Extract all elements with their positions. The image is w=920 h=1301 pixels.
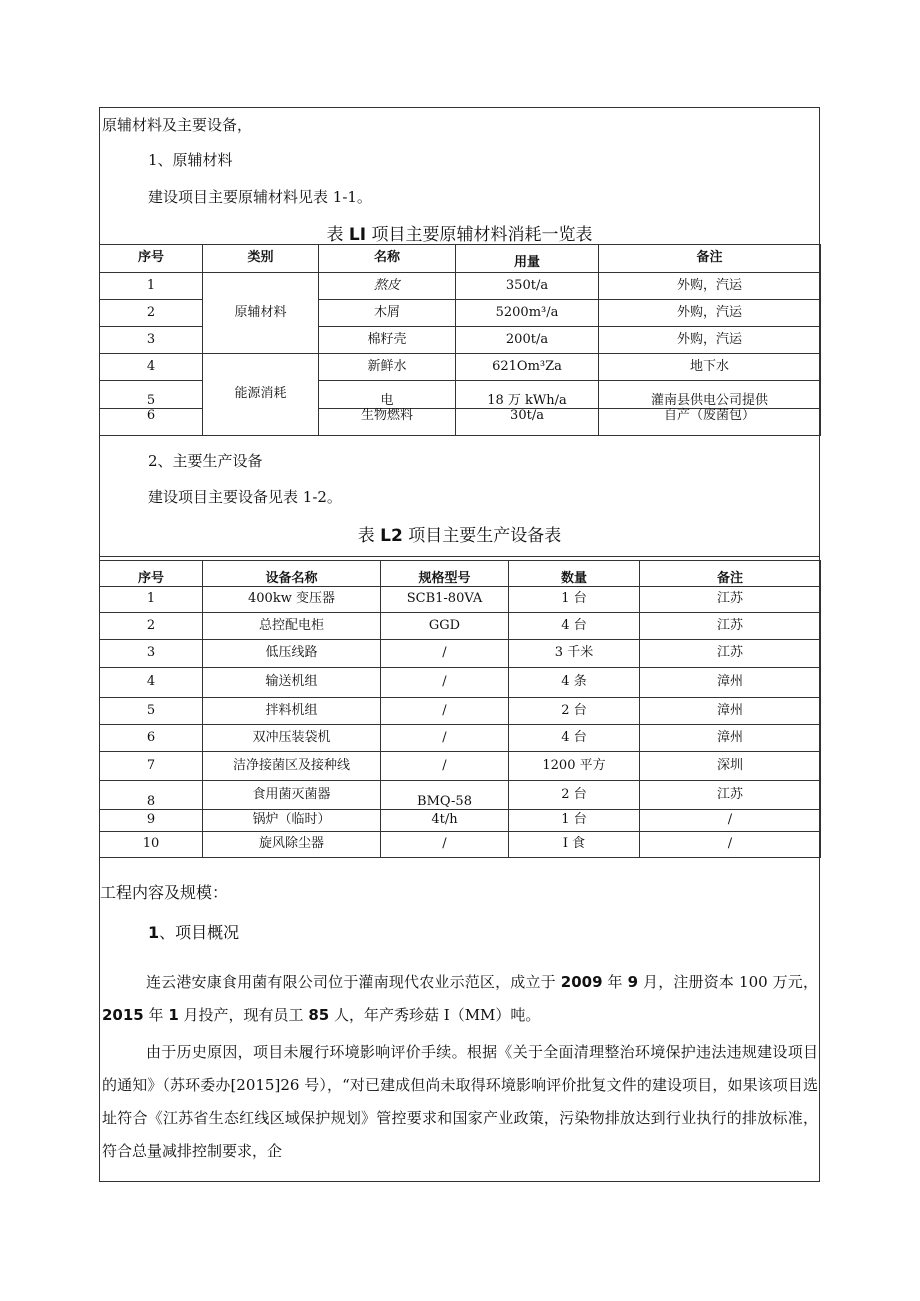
paragraph-background: 由于历史原因，项目未履行环境影响评价手续。根据《关于全面清理整治环境保护违法违规建设项目的通知》（苏环委办[2015]26 号），“对已建成但尚未取得环境影响评价批复文件的建设项目，如果该项目选址符合《江苏省生态红线区域保护规划》管控要求和国家产业政策，污染物排放达到行业执行的排放标准，符合总量减排控制要求，企 [102, 1043, 818, 1160]
cell-no: 2 [100, 300, 203, 327]
cell-note: 江苏 [640, 613, 821, 640]
cell-name: 400kw 变压器 [203, 587, 381, 613]
cell-qty: 4 条 [509, 668, 640, 698]
table-row [100, 781, 821, 810]
table-row [100, 725, 821, 752]
col-header: 规格型号 [381, 561, 509, 587]
cell-no: 10 [100, 832, 203, 858]
table-row [100, 587, 821, 613]
cell-note: 深圳 [640, 752, 821, 781]
table-row [100, 832, 821, 858]
table2-caption: 表 L2 项目主要生产设备表 [357, 526, 562, 546]
cell-name: 电 [319, 381, 456, 409]
cell-spec: / [381, 752, 509, 781]
cell-note: 江苏 [640, 640, 821, 668]
table1-caption: 表 LI 项目主要原辅材料消耗一览表 [326, 225, 593, 245]
cell-category: 能源消耗 [203, 354, 319, 436]
cell-note: 外购，汽运 [599, 300, 821, 327]
cell-name: 旋风除尘器 [203, 832, 381, 858]
table-row [100, 273, 821, 300]
cell-name: 输送机组 [203, 668, 381, 698]
cell-amount: 18 万 kWh/a [456, 381, 599, 409]
cell-spec: BMQ-58 [381, 781, 509, 810]
divider [99, 556, 820, 557]
cell-name: 木屑 [319, 300, 456, 327]
cell-no: 1 [100, 587, 203, 613]
cell-note: 江苏 [640, 587, 821, 613]
cell-note: 漳州 [640, 668, 821, 698]
col-header: 序号 [100, 561, 203, 587]
table-row [100, 668, 821, 698]
cell-no: 4 [100, 354, 203, 381]
table-row [100, 354, 821, 381]
cell-note: 灌南县供电公司提供 [599, 381, 821, 409]
cell-note: 外购，汽运 [599, 327, 821, 354]
cell-amount: 200t/a [456, 327, 599, 354]
col-header: 设备名称 [203, 561, 381, 587]
table-row [100, 640, 821, 668]
cell-spec: 4t/h [381, 810, 509, 832]
subheading-equipment: 2、主要生产设备 [148, 452, 263, 470]
cell-amount: 621Om³Za [456, 354, 599, 381]
subheading-raw-materials: 1、原辅材料 [148, 151, 233, 169]
col-header: 序号 [100, 245, 203, 273]
cell-amount: 5200m³/a [456, 300, 599, 327]
cell-qty: 2 台 [509, 698, 640, 725]
table-row [100, 698, 821, 725]
cell-no: 9 [100, 810, 203, 832]
intro-table1: 建设项目主要原辅材料见表 1-1。 [148, 188, 372, 206]
section-heading-materials: 原辅材料及主要设备， [102, 116, 253, 134]
cell-name: 熬皮 [319, 273, 456, 300]
equipment-table [99, 560, 821, 858]
cell-no: 4 [100, 668, 203, 698]
cell-note: / [640, 810, 821, 832]
cell-spec: SCB1-80VA [381, 587, 509, 613]
cell-qty: 3 千米 [509, 640, 640, 668]
cell-name: 洁净接菌区及接种线 [203, 752, 381, 781]
cell-spec: / [381, 640, 509, 668]
cell-spec: / [381, 668, 509, 698]
cell-no: 8 [100, 781, 203, 810]
cell-no: 5 [100, 381, 203, 409]
table-row [100, 613, 821, 640]
cell-amount: 30t/a [456, 409, 599, 436]
cell-no: 6 [100, 725, 203, 752]
col-header: 数量 [509, 561, 640, 587]
cell-name: 拌料机组 [203, 698, 381, 725]
table-header-row [100, 561, 821, 587]
cell-note: 自产（废菌包） [599, 409, 821, 436]
cell-spec: GGD [381, 613, 509, 640]
cell-no: 7 [100, 752, 203, 781]
subheading-overview: 1、项目概况 [148, 923, 240, 942]
materials-table [99, 244, 821, 436]
cell-amount: 350t/a [456, 273, 599, 300]
cell-name: 生物燃料 [319, 409, 456, 436]
cell-note: 漳州 [640, 698, 821, 725]
cell-note: 外购，汽运 [599, 273, 821, 300]
cell-category: 原辅材料 [203, 273, 319, 354]
intro-table2: 建设项目主要设备见表 1-2。 [148, 488, 342, 506]
cell-name: 总控配电柜 [203, 613, 381, 640]
table-header-row [100, 245, 821, 273]
cell-qty: 1 台 [509, 810, 640, 832]
cell-qty: 4 台 [509, 725, 640, 752]
cell-no: 3 [100, 640, 203, 668]
col-header: 备注 [640, 561, 821, 587]
col-header: 用量 [456, 245, 599, 273]
cell-name: 食用菌灭菌器 [203, 781, 381, 810]
section-heading-project: 工程内容及规模： [100, 883, 229, 902]
table-row [100, 752, 821, 781]
cell-note: / [640, 832, 821, 858]
cell-no: 2 [100, 613, 203, 640]
cell-name: 低压线路 [203, 640, 381, 668]
cell-name: 新鲜水 [319, 354, 456, 381]
cell-name: 双冲压装袋机 [203, 725, 381, 752]
cell-no: 6 [100, 409, 203, 436]
cell-name: 锅炉（临时） [203, 810, 381, 832]
cell-spec: / [381, 698, 509, 725]
col-header: 名称 [319, 245, 456, 273]
paragraph-overview: 连云港安康食用菌有限公司位于灌南现代农业示范区，成立于 2009 年 9 月，注册资本 100 万元， 2015 年 1 月投产，现有员工 85 人，年产秀珍菇 I（MM）吨。 [102, 973, 818, 1024]
cell-qty: 2 台 [509, 781, 640, 810]
cell-no: 3 [100, 327, 203, 354]
col-header: 类别 [203, 245, 319, 273]
col-header: 备注 [599, 245, 821, 273]
cell-no: 5 [100, 698, 203, 725]
cell-note: 地下水 [599, 354, 821, 381]
cell-spec: / [381, 725, 509, 752]
cell-name: 棉籽壳 [319, 327, 456, 354]
cell-qty: I 食 [509, 832, 640, 858]
cell-spec: / [381, 832, 509, 858]
cell-no: 1 [100, 273, 203, 300]
cell-qty: 1200 平方 [509, 752, 640, 781]
cell-qty: 1 台 [509, 587, 640, 613]
cell-note: 漳州 [640, 725, 821, 752]
cell-note: 江苏 [640, 781, 821, 810]
cell-qty: 4 台 [509, 613, 640, 640]
table-row [100, 810, 821, 832]
